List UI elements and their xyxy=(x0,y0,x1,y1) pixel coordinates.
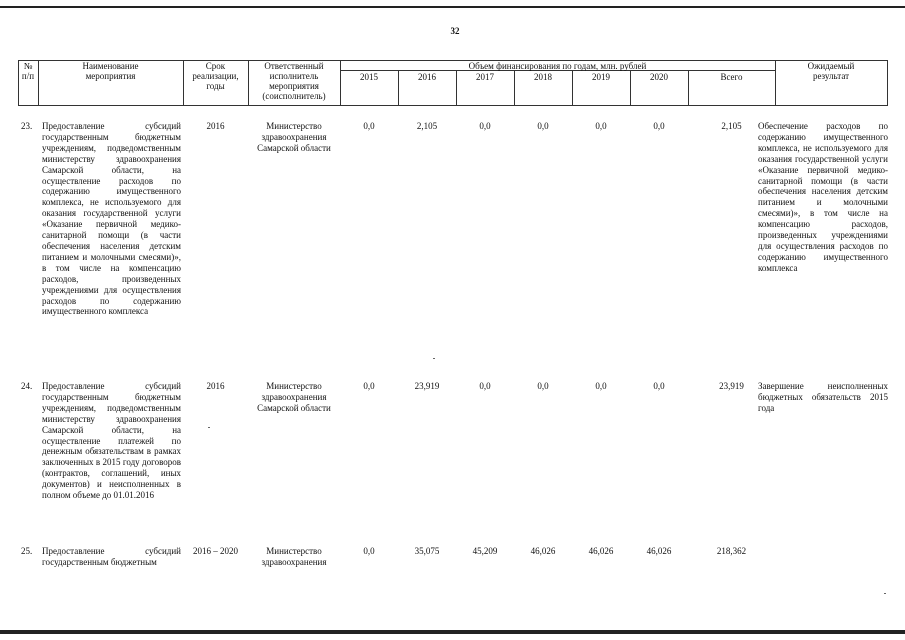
row-23-value-2020: 0,0 xyxy=(653,121,665,131)
header-year-2019: 2019 xyxy=(592,72,610,82)
row-24-value-2019: 0,0 xyxy=(595,381,607,391)
row-24-num: 24. xyxy=(21,381,33,391)
page-bottom-rule xyxy=(0,630,905,634)
header-year-2018: 2018 xyxy=(534,72,552,82)
header-num: № п/п xyxy=(21,61,35,81)
row-25-value-2016: 35,075 xyxy=(414,546,440,556)
row-25-term: 2016 – 2020 xyxy=(193,546,238,556)
page-top-rule xyxy=(0,6,905,8)
row-25-value-2017: 45,209 xyxy=(472,546,498,556)
row-23-value-2018: 0,0 xyxy=(537,121,549,131)
row-24-name: Предоставление субсидий государственным бюджетным учреждениям, подведомственным министерству здравоохранения Самарской области, на осуществление платежей по денежным обязательствам в рамках заключенных в 2015 году договоров (контрактов, соглашений, иных документов) и неисполненных в полном объеме до 01.01.2016 xyxy=(42,381,181,501)
row-24-value-2020: 0,0 xyxy=(653,381,665,391)
row-24-term: 2016 xyxy=(206,381,225,391)
row-23-value-2017: 0,0 xyxy=(479,121,491,131)
header-total: Всего xyxy=(720,72,743,82)
header-year-2020: 2020 xyxy=(650,72,668,82)
header-bottom-border xyxy=(18,105,888,106)
row-25-executor: Министерство здравоохранения xyxy=(261,546,327,567)
page-number: 32 xyxy=(450,26,460,36)
row-23-value-2016: 2,105 xyxy=(416,121,438,131)
row-25-num: 25. xyxy=(21,546,33,556)
header-funding: Объем финансирования по годам, млн. рублей xyxy=(468,61,647,71)
row-23-term: 2016 xyxy=(206,121,225,131)
row-24-value-2017: 0,0 xyxy=(479,381,491,391)
row-25-value-2015: 0,0 xyxy=(363,546,375,556)
row-25-value-2020: 46,026 xyxy=(646,546,672,556)
row-24-result: Завершение неисполненных бюджетных обязательств 2015 года xyxy=(758,381,888,413)
scan-speck xyxy=(208,427,210,428)
row-24-value-total: 23,919 xyxy=(719,381,744,391)
row-24-value-2015: 0,0 xyxy=(363,381,375,391)
row-23-num: 23. xyxy=(21,121,33,131)
row-24-value-2016: 23,919 xyxy=(414,381,440,391)
row-25-value-2018: 46,026 xyxy=(530,546,556,556)
header-year-2016: 2016 xyxy=(418,72,436,82)
row-25-value-total: 218,362 xyxy=(716,546,747,556)
header-executor: Ответственный исполнитель мероприятия (соисполнитель) xyxy=(262,61,326,101)
row-23-value-2015: 0,0 xyxy=(363,121,375,131)
row-23-value-2019: 0,0 xyxy=(595,121,607,131)
row-25-name: Предоставление субсидий государственным бюджетным xyxy=(42,546,181,567)
scan-speck xyxy=(433,358,435,359)
col-border-right xyxy=(887,60,888,106)
header-year-2015: 2015 xyxy=(360,72,378,82)
row-23-value-total: 2,105 xyxy=(721,121,742,131)
row-23-result: Обеспечение расходов по содержанию имущественного комплекса, не используемого для оказания государственной услуги «Оказание первичной медико-санитарной помощи (в части обеспечения населения детским питанием и молочными смесями)», в том числе на компенсацию расходов, произведенных учреждениями для осуществления расходов по содержанию имущественного комплекса xyxy=(758,121,888,273)
row-23-name: Предоставление субсидий государственным бюджетным учреждениям, подведомственным министерству здравоохранения Самарской области, на осуществление расходов по содержанию имущественного комплекса, не используемого для оказания государственной услуги «Оказание первичной медико-санитарной помощи (в части обеспечения населения детским питанием и молочными смесями)», в том числе на компенсацию расходов, произведенных учреждениями для осуществления расходов по содержанию имущественного комплекса xyxy=(42,121,181,317)
row-24-value-2018: 0,0 xyxy=(537,381,549,391)
header-name: Наименование мероприятия xyxy=(82,61,139,81)
row-23-executor: Министерство здравоохранения Самарской области xyxy=(257,121,331,153)
scan-speck xyxy=(884,593,886,594)
header-term: Срок реализации, годы xyxy=(192,61,239,91)
header-result: Ожидаемый результат xyxy=(807,61,855,81)
row-25-value-2019: 46,026 xyxy=(588,546,614,556)
row-24-executor: Министерство здравоохранения Самарской области xyxy=(257,381,331,413)
header-year-2017: 2017 xyxy=(476,72,494,82)
